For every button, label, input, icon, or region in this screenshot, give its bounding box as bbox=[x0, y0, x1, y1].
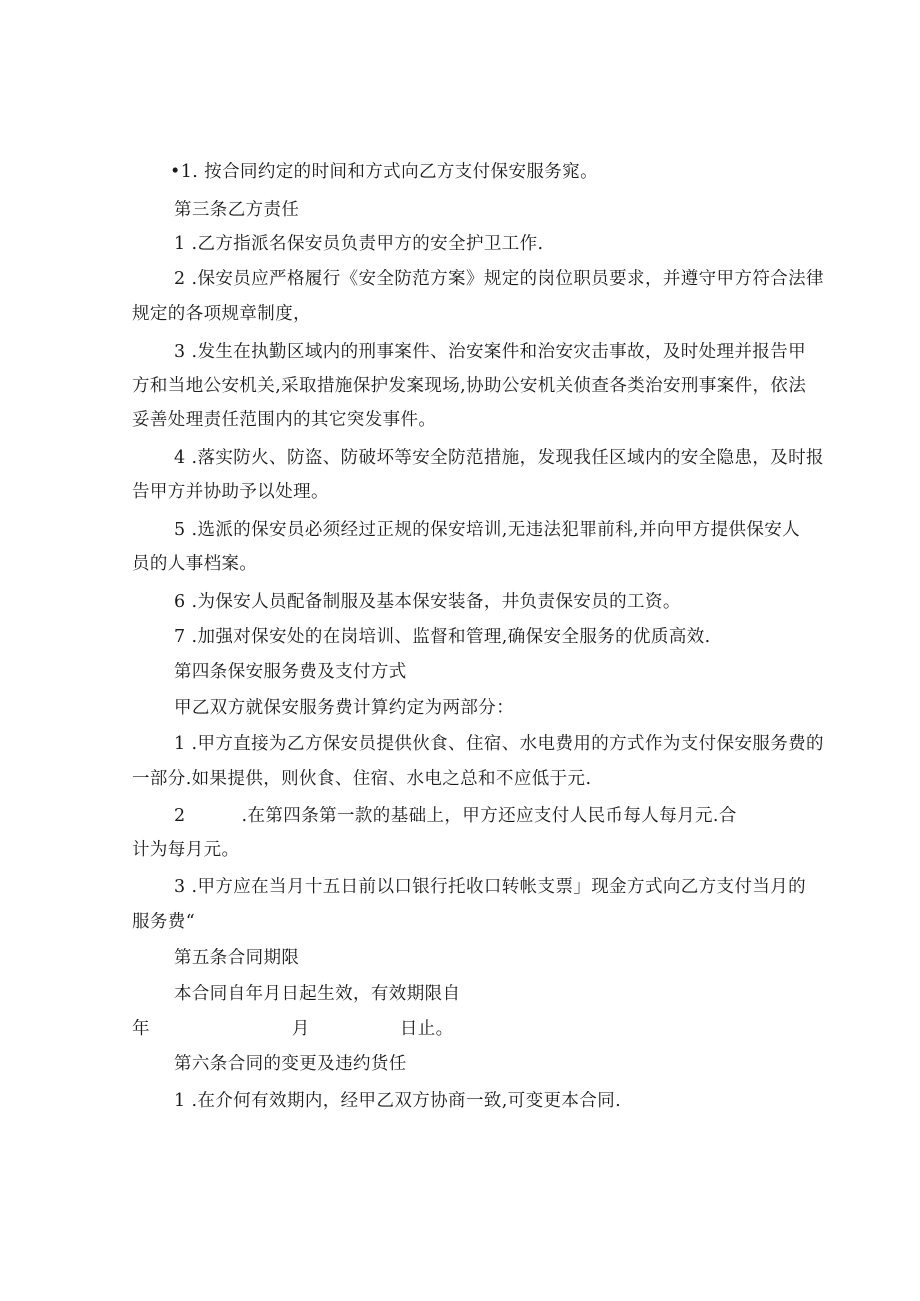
date-blank-line bbox=[132, 1017, 454, 1041]
clause-obligation-line: •1. 按合同约定的时间和方式向乙方支付保安服务窕。 bbox=[170, 162, 598, 182]
clause-line-continuation: 员的人事档案。 bbox=[132, 554, 258, 574]
article-heading: 第六条合同的变更及违约货任 bbox=[174, 1054, 407, 1074]
clause-line-continuation: 告甲方并协助予以处理。 bbox=[132, 482, 329, 502]
clause-line: 2 .保安员应严格履行《安全防范方案》规定的岗位职员要求，并遵守甲方符合法律 bbox=[174, 269, 824, 289]
article-heading: 第四条保安服务费及支付方式 bbox=[174, 662, 407, 682]
clause-line-continuation: 服务费“ bbox=[132, 912, 196, 932]
clause-line: 1 .在介何有效期内，经甲乙双方协商一致,可变更本合同. bbox=[174, 1091, 622, 1111]
clause-text: .在第四条第一款的基础上，甲方还应支付人民币每人每月元.合 bbox=[241, 806, 737, 826]
clause-line: 7 .加强对保安处的在岗培训、监督和管理,确保安全服务的优质高效. bbox=[174, 627, 711, 647]
clause-line bbox=[174, 804, 737, 828]
clause-number: 2 bbox=[174, 806, 186, 826]
clause-line-continuation: 规定的各项规章制度， bbox=[132, 304, 311, 324]
clause-line: 3 .甲方应在当月十五日前以口银行托收口转帐支票」现金方式向乙方支付当月的 bbox=[174, 877, 807, 897]
clause-line-continuation: 妥善处理责任范围内的其它突发事件。 bbox=[132, 410, 437, 430]
clause-line: 6 .为保安人员配备制服及基本保安装备，井负责保安员的工资。 bbox=[174, 592, 681, 612]
article-heading: 第三条乙方责任 bbox=[174, 200, 300, 220]
year-label: 年 bbox=[132, 1019, 150, 1039]
clause-line: 4 .落实防火、防盗、防破坏等安全防范措施，发现我任区域内的安全隐患，及时报 bbox=[174, 448, 824, 468]
clause-line: 1 .甲方直接为乙方保安员提供伙食、住宿、水电费用的方式作为支付保安服务费的 bbox=[174, 734, 824, 754]
clause-line-continuation: 方和当地公安机关,采取措施保护发案现场,协助公安机关侦查各类治安刑事案件，依法 bbox=[132, 376, 807, 396]
clause-line: 1 .乙方指派名保安员负责甲方的安全护卫工作. bbox=[174, 234, 544, 254]
clause-line-continuation: 计为每月元。 bbox=[132, 840, 240, 860]
paragraph-line: 甲乙双方就保安服务费计算约定为两部分： bbox=[174, 698, 515, 718]
clause-line: 3 .发生在执勤区域内的刑事案件、治安案件和治安灾击事故，及时处理并报告甲 bbox=[174, 342, 807, 362]
month-label: 月 bbox=[291, 1019, 310, 1039]
paragraph-line: 本合同自年月日起生效，有效期限自 bbox=[174, 984, 461, 1004]
day-end-label: 日止。 bbox=[399, 1019, 454, 1039]
clause-line-continuation: 一部分.如果提供，则伙食、住宿、水电之总和不应低于元. bbox=[132, 769, 592, 789]
clause-line: 5 .选派的保安员必须经过正规的保安培训,无违法犯罪前科,并向甲方提供保安人 bbox=[174, 520, 801, 540]
article-heading: 第五条合同期限 bbox=[174, 948, 300, 968]
